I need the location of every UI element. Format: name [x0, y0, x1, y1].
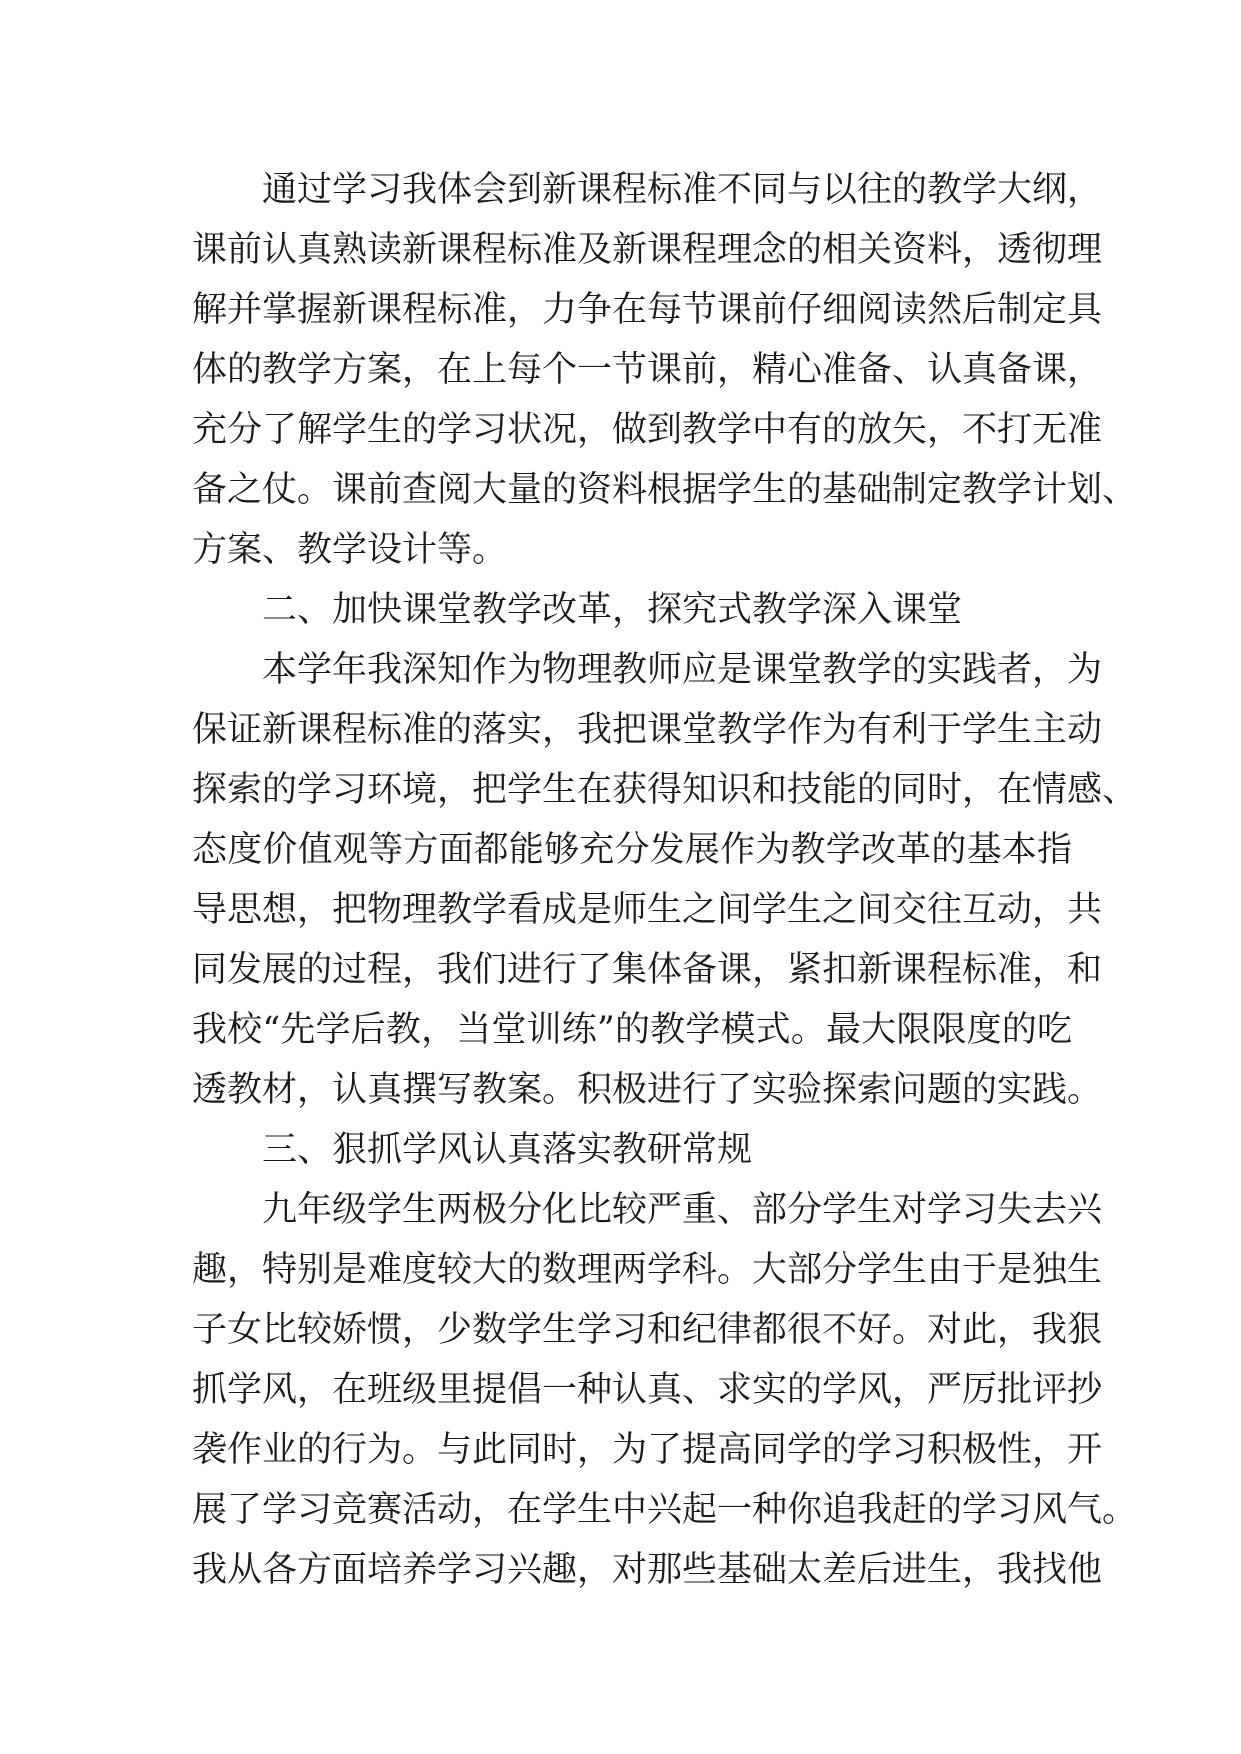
text-line: 抓学风，在班级里提倡一种认真、求实的学风，严厉批评抄	[192, 1370, 1103, 1410]
text-line: 透教材，认真撰写教案。积极进行了实验探索问题的实践。	[192, 1070, 1103, 1110]
text-line: 充分了解学生的学习状况，做到教学中有的放矢，不打无准	[192, 410, 1103, 450]
text-line: 我从各方面培养学习兴趣，对那些基础太差后进生，我找他	[192, 1550, 1103, 1590]
text-line: 方案、教学设计等。	[192, 530, 508, 570]
document-body	[192, 160, 1138, 1600]
text-line: 保证新课程标准的落实，我把课堂教学作为有利于学生主动	[192, 710, 1103, 750]
text-line: 本学年我深知作为物理教师应是课堂教学的实践者，为	[262, 650, 1103, 690]
section-heading	[192, 1120, 1072, 1180]
paragraph	[192, 640, 1138, 1120]
paragraph	[192, 160, 1138, 580]
text-line: 同发展的过程，我们进行了集体备课，紧扣新课程标准，和	[192, 950, 1103, 990]
text-line: 通过学习我体会到新课程标准不同与以往的教学大纲，	[262, 170, 1103, 210]
text-line: 子女比较娇惯，少数学生学习和纪律都很不好。对此，我狠	[192, 1310, 1103, 1350]
text-line: 展了学习竞赛活动，在学生中兴起一种你追我赶的学习风气。	[192, 1490, 1138, 1530]
section-heading	[192, 580, 1072, 640]
text-line: 袭作业的行为。与此同时，为了提高同学的学习积极性，开	[192, 1430, 1103, 1470]
paragraph	[192, 1180, 1138, 1600]
heading-line: 二、加快课堂教学改革，探究式教学深入课堂	[262, 590, 963, 630]
text-line: 探索的学习环境，把学生在获得知识和技能的同时，在情感、	[192, 770, 1138, 810]
text-line: 态度价值观等方面都能够充分发展作为教学改革的基本指	[192, 830, 1072, 870]
text-line: 课前认真熟读新课程标准及新课程理念的相关资料，透彻理	[192, 230, 1103, 270]
heading-line: 三、狠抓学风认真落实教研常规	[262, 1130, 753, 1170]
text-line: 体的教学方案，在上每个一节课前，精心准备、认真备课，	[192, 350, 1103, 390]
text-line: 我校“先学后教，当堂训练”的教学模式。最大限限度的吃	[192, 1010, 1072, 1050]
text-line: 九年级学生两极分化比较严重、部分学生对学习失去兴	[262, 1190, 1103, 1230]
text-line: 趣，特别是难度较大的数理两学科。大部分学生由于是独生	[192, 1250, 1103, 1290]
text-line: 解并掌握新课程标准，力争在每节课前仔细阅读然后制定具	[192, 290, 1103, 330]
text-line: 备之仗。课前查阅大量的资料根据学生的基础制定教学计划、	[192, 470, 1138, 510]
text-line: 导思想，把物理教学看成是师生之间学生之间交往互动，共	[192, 890, 1103, 930]
